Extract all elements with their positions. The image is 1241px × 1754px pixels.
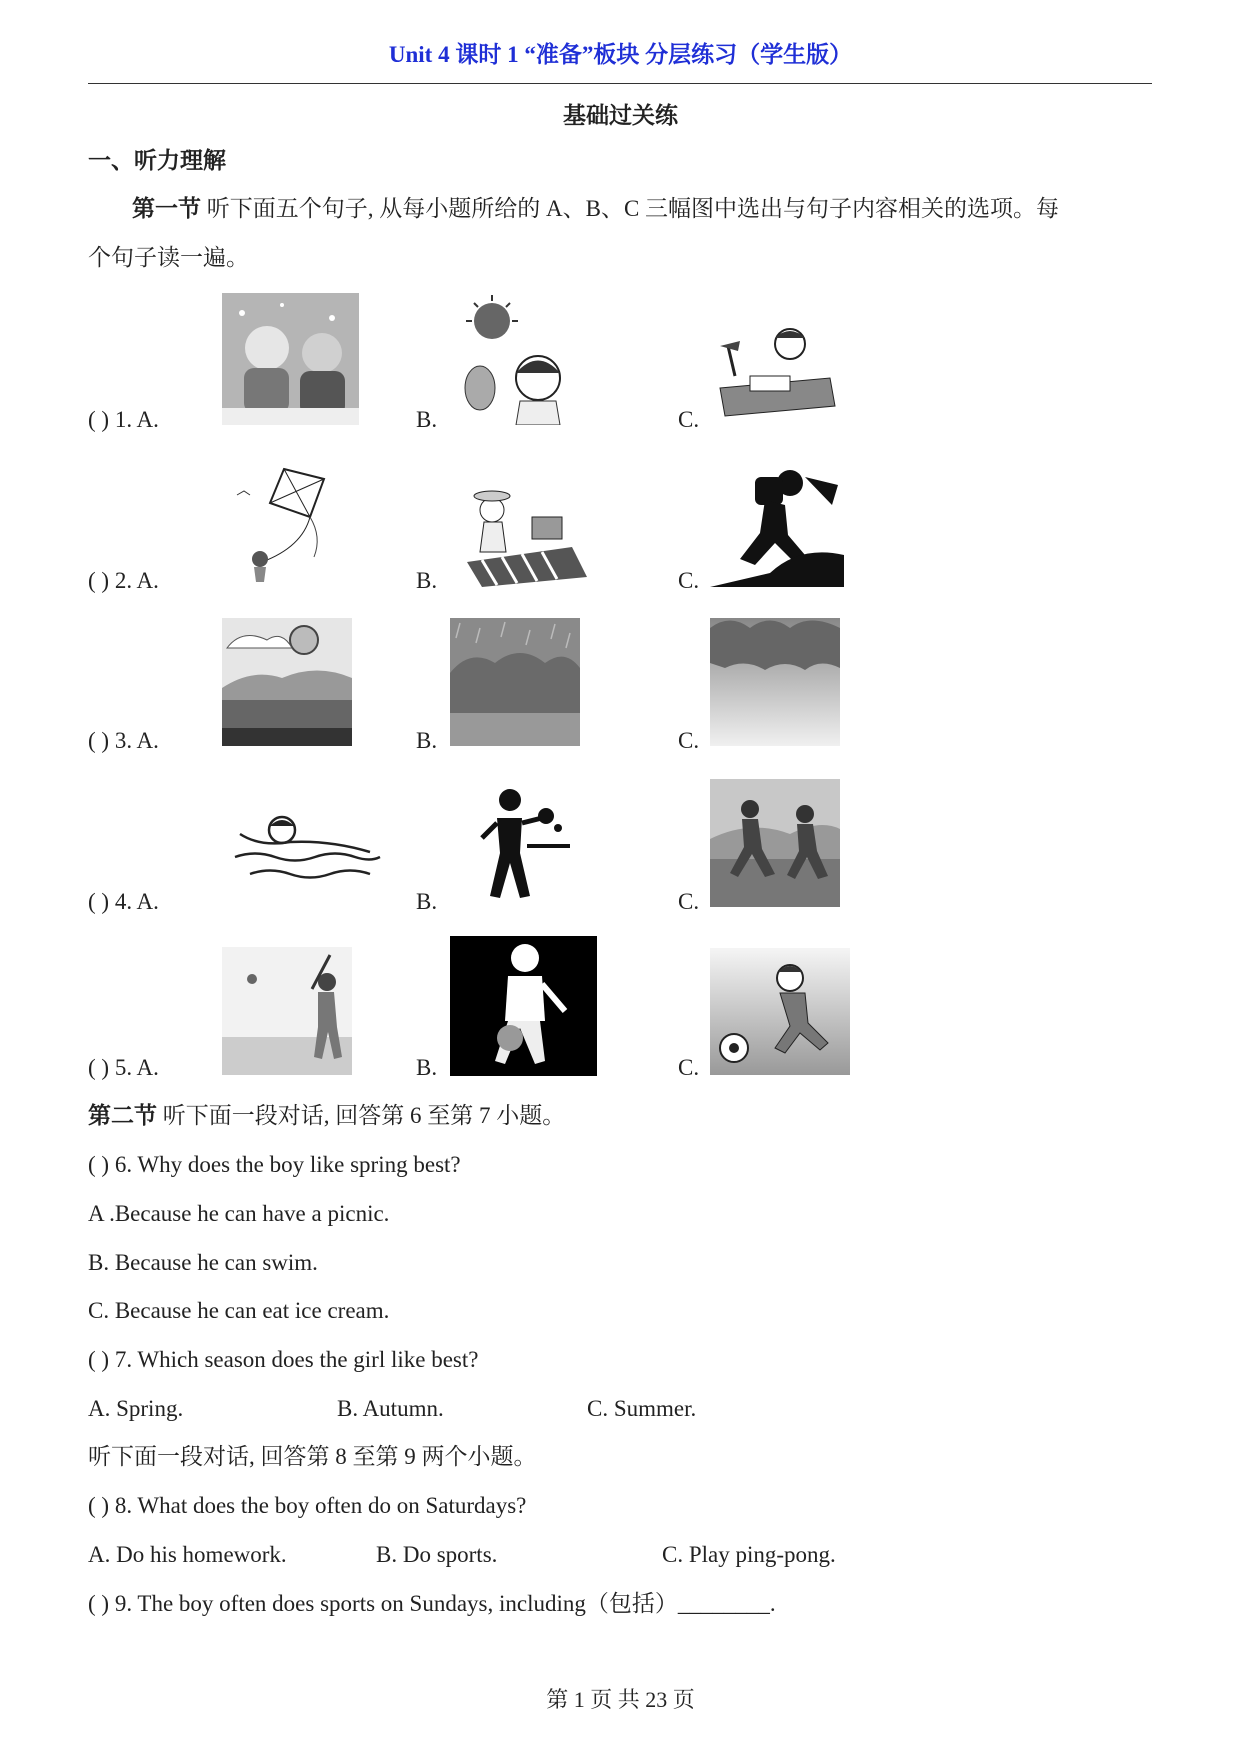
baseball-icon: [222, 947, 352, 1075]
q3-option-b: B.: [416, 728, 438, 753]
question-8: ( ) 8. What does the boy often do on Saturdays?: [88, 1493, 527, 1518]
q2-option-b: B.: [416, 568, 438, 593]
rainy-icon: [450, 618, 580, 746]
q5-prefix: ( ) 5. A.: [88, 1055, 159, 1080]
kite-flying-icon: [232, 467, 362, 587]
cloudy-icon: [710, 618, 840, 746]
q1-prefix: ( ) 1. A.: [88, 407, 159, 432]
q1-option-b: B.: [416, 407, 438, 432]
q6-option-c: C. Because he can eat ice cream.: [88, 1298, 390, 1323]
part2-instruction-2: 听下面一段对话, 回答第 8 至第 9 两个小题。: [88, 1444, 537, 1469]
q8-option-c: C. Play ping-pong.: [662, 1542, 836, 1567]
q6-option-b: B. Because he can swim.: [88, 1250, 318, 1275]
climbing-icon: [710, 455, 844, 587]
part1-label: 第一节: [132, 196, 201, 221]
page-title: 基础过关练: [563, 103, 678, 128]
page-header: Unit 4 课时 1 “准备”板块 分层练习（学生版）: [388, 42, 853, 67]
desk-study-icon: [710, 316, 840, 424]
q6-option-a: A .Because he can have a picnic.: [88, 1201, 390, 1226]
q5-option-b: B.: [416, 1055, 438, 1080]
question-6: ( ) 6. Why does the boy like spring best?: [88, 1152, 461, 1177]
header-divider: [88, 83, 1152, 84]
q7-option-c: C. Summer.: [587, 1396, 697, 1421]
snow-play-icon: [222, 293, 359, 425]
section-heading: 一、听力理解: [88, 148, 226, 173]
ping-pong-icon: [472, 788, 572, 900]
part2-instruction-text: 听下面一段对话, 回答第 6 至第 7 小题。: [162, 1103, 566, 1128]
q3-prefix: ( ) 3. A.: [88, 728, 159, 753]
question-7: ( ) 7. Which season does the girl like best?: [88, 1347, 479, 1372]
question-9: ( ) 9. The boy often does sports on Sundays, including（包括）________.: [88, 1591, 776, 1616]
running-icon: [710, 779, 840, 907]
part1-instruction-line2: 个句子读一遍。: [88, 245, 249, 270]
hot-sun-girl-icon: [460, 293, 590, 425]
basketball-icon: [450, 936, 597, 1076]
q1-option-c: C.: [678, 407, 700, 432]
q8-option-a: A. Do his homework.: [88, 1542, 287, 1567]
picnic-icon: [462, 482, 590, 587]
swimming-icon: [230, 812, 382, 894]
q4-option-c: C.: [678, 889, 700, 914]
page-footer: 第 1 页 共 23 页: [546, 1687, 695, 1712]
q4-option-b: B.: [416, 889, 438, 914]
q8-option-b: B. Do sports.: [376, 1542, 498, 1567]
q7-option-a: A. Spring.: [88, 1396, 184, 1421]
q4-prefix: ( ) 4. A.: [88, 889, 159, 914]
part2-instruction: [88, 1101, 565, 1131]
part1-instruction: [132, 194, 1059, 224]
q3-option-c: C.: [678, 728, 700, 753]
q7-option-b: B. Autumn.: [337, 1396, 444, 1421]
q2-prefix: ( ) 2. A.: [88, 568, 159, 593]
q5-option-c: C.: [678, 1055, 700, 1080]
football-icon: [710, 948, 850, 1075]
part2-label: 第二节: [88, 1103, 157, 1128]
part1-instruction-line1: 听下面五个句子, 从每小题所给的 A、B、C 三幅图中选出与句子内容相关的选项。每: [206, 196, 1060, 221]
sunny-icon: [222, 618, 352, 746]
q2-option-c: C.: [678, 568, 700, 593]
